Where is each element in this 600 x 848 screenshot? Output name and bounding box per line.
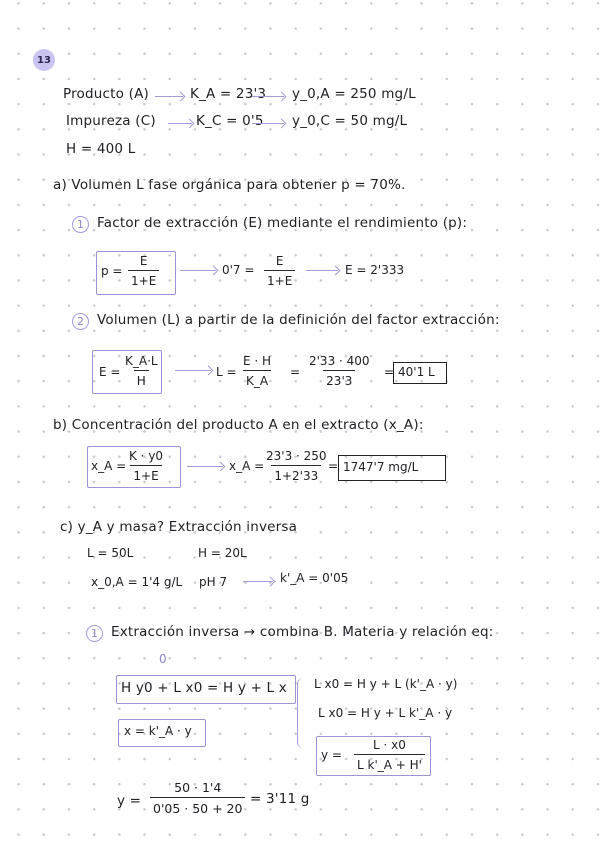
h-given: H = 20L	[198, 546, 247, 560]
final-result: = 3'11 g	[250, 791, 310, 807]
l-given: L = 50L	[87, 546, 134, 560]
arrow-icon	[252, 123, 284, 124]
e-def-lhs: E =	[99, 365, 121, 379]
y-lhs: y =	[321, 748, 342, 762]
arrow-icon	[187, 466, 223, 467]
substitution-fraction	[264, 254, 295, 288]
xa-formula-fraction	[126, 449, 166, 483]
step-number-icon: 1	[72, 216, 89, 233]
l-fraction	[240, 354, 274, 388]
part-b-title: b) Concentración del producto A en el extracto (x_A):	[53, 417, 424, 433]
step2-title: Volumen (L) a partir de la definición del factor extracción:	[97, 312, 500, 328]
l-denominator: K_A	[243, 370, 271, 388]
p-lhs: p =	[101, 264, 123, 278]
substitution-lhs: 0'7 =	[222, 263, 255, 277]
xa-denominator: 1+E	[130, 465, 161, 483]
p-denominator: 1+E	[128, 270, 159, 288]
equals-sign: =	[290, 365, 301, 379]
equals-sign: =	[328, 459, 339, 473]
ka-value: K_A = 23'3	[190, 86, 267, 102]
part-c-step1-title: Extracción inversa → combina B. Materia y relación eq:	[111, 624, 494, 640]
l-result: 40'1 L	[398, 365, 435, 379]
mass-balance: H y0 + L x0 = H y + L x	[121, 680, 287, 696]
arrow-icon	[180, 270, 216, 271]
h-value: H = 400 L	[66, 141, 136, 157]
kc-value: K_C = 0'5	[196, 113, 264, 129]
step-number-icon: 2	[72, 313, 89, 330]
part-c-title: c) y_A y masa? Extracción inversa	[60, 519, 298, 535]
xa-calc-fraction	[263, 449, 330, 483]
xa-lhs: x_A =	[91, 459, 127, 473]
e-def-fraction	[122, 354, 161, 388]
l-calc-fraction	[306, 354, 373, 388]
final-numerator: 50 · 1'4	[174, 780, 222, 795]
y-fraction	[354, 738, 425, 772]
step-number-icon: 1	[86, 625, 103, 642]
xa-result: 1747'7 mg/L	[343, 460, 419, 474]
zero-annotation: 0	[159, 652, 167, 666]
ka-prime-given: k'_A = 0'05	[280, 571, 349, 585]
equals-sign: =	[384, 365, 395, 379]
xa-calc-numerator: 23'3 · 250	[266, 449, 327, 463]
y0a-value: y_0,A = 250 mg/L	[292, 86, 416, 102]
problem-number-badge: 13	[33, 49, 55, 71]
arrow-icon	[252, 96, 284, 97]
e-result: E = 2'333	[345, 263, 405, 277]
arrow-icon	[175, 370, 211, 371]
l-calc-numerator: 2'33 · 400	[309, 354, 370, 368]
part-a-title: a) Volumen L fase orgánica para obtener p = 70%.	[53, 177, 406, 193]
brace-decoration	[297, 678, 306, 748]
xa-numerator: K · y0	[129, 449, 164, 463]
l-numerator: E · H	[243, 354, 272, 368]
y-denominator: L k'_A + H'	[354, 754, 425, 772]
p-numerator: E	[139, 254, 148, 268]
xa-sub-lhs: x_A =	[229, 459, 265, 473]
arrow-icon	[168, 123, 192, 124]
ph-given: pH 7	[199, 575, 228, 589]
final-fraction	[150, 780, 245, 816]
e-def-numerator: K_A·L	[125, 354, 158, 368]
y0c-value: y_0,C = 50 mg/L	[292, 113, 408, 129]
equilibrium-relation: x = k'_A · y	[124, 724, 192, 738]
l-calc-denominator: 23'3	[323, 370, 355, 388]
substitution-1: L x0 = H y + L (k'_A · y)	[314, 677, 458, 691]
x0a-given: x_0,A = 1'4 g/L	[91, 575, 183, 589]
arrow-icon	[243, 581, 273, 582]
final-y-lhs: y =	[117, 793, 142, 809]
e-def-denominator: H	[134, 370, 149, 388]
sub-numerator: E	[275, 254, 284, 268]
p-fraction	[128, 254, 159, 288]
substitution-2: L x0 = H y + L k'_A · y	[318, 706, 453, 720]
product-label: Producto (A)	[63, 86, 149, 102]
sub-denominator: 1+E	[264, 270, 295, 288]
l-lhs: L =	[216, 365, 237, 379]
final-denominator: 0'05 · 50 + 20	[150, 797, 245, 816]
step1-title: Factor de extracción (E) mediante el rendimiento (p):	[97, 215, 468, 231]
y-numerator: L · x0	[373, 738, 406, 752]
arrow-icon	[306, 270, 338, 271]
xa-calc-denominator: 1+2'33	[271, 465, 321, 483]
impurity-label: Impureza (C)	[66, 113, 156, 129]
arrow-icon	[155, 96, 183, 97]
